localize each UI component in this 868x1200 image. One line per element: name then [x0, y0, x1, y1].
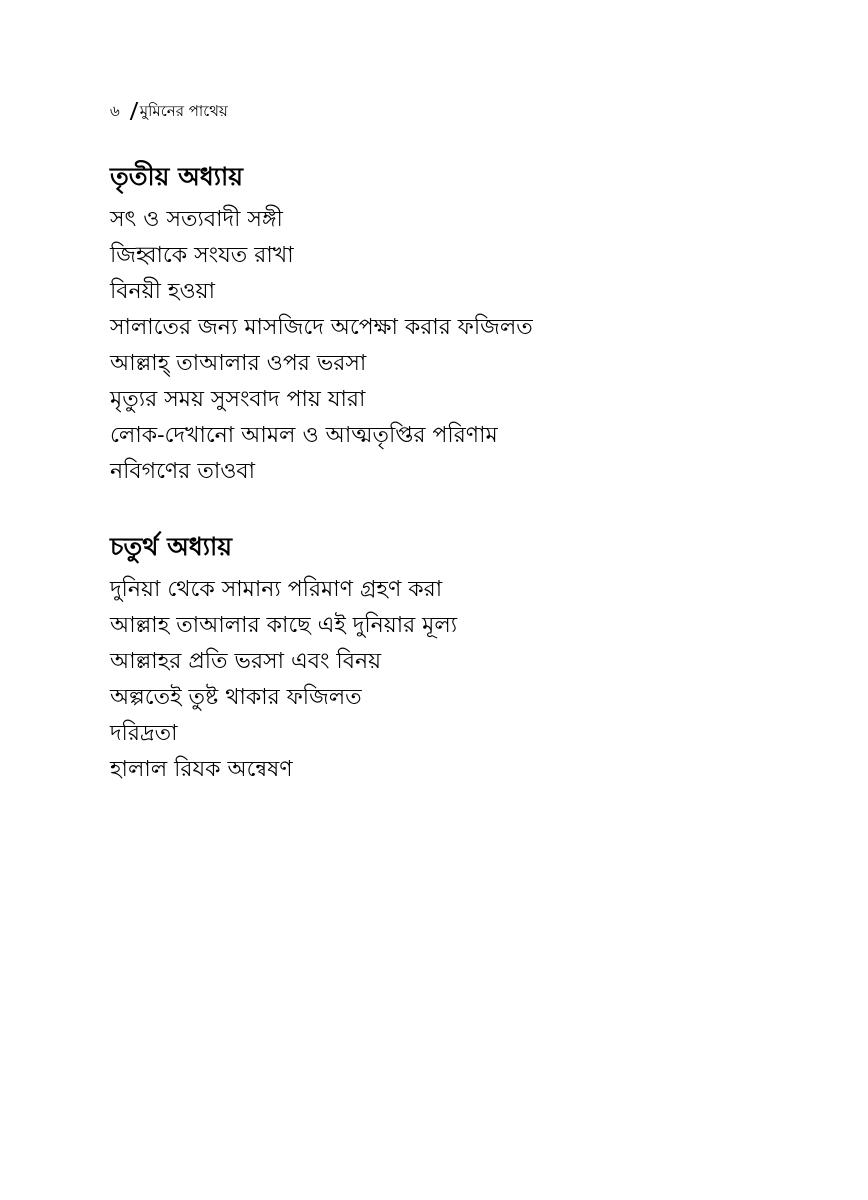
book-title: মুমিনের পাথেয়: [139, 102, 228, 120]
topic-list: [110, 572, 810, 788]
topic-item: দরিদ্রতা: [110, 721, 178, 746]
topic-item: জিহ্বাকে সংযত রাখা: [110, 243, 294, 268]
topic-item: লোক-দেখানো আমল ও আত্মতৃপ্তির পরিণাম: [110, 423, 498, 448]
chapter-section-4: [110, 528, 810, 788]
topic-item: অল্পতেই তুষ্ট থাকার ফজিলত: [110, 685, 362, 710]
topic-item: আল্লাহর প্রতি ভরসা এবং বিনয়: [110, 649, 382, 674]
chapter-heading: তৃতীয় অধ্যায়: [110, 162, 243, 191]
topic-item: আল্লাহ তাআলার কাছে এই দুনিয়ার মূল্য: [110, 613, 458, 638]
topic-item: নবিগণের তাওবা: [110, 459, 256, 484]
topic-item: বিনয়ী হওয়া: [110, 279, 216, 304]
topic-item: সৎ ও সত্যবাদী সঙ্গী: [110, 207, 283, 232]
page-number: ৬: [110, 102, 120, 120]
topic-item: মৃত্যুর সময় সুসংবাদ পায় যারা: [110, 387, 366, 412]
topic-item: দুনিয়া থেকে সামান্য পরিমাণ গ্রহণ করা: [110, 577, 443, 602]
header-divider: [130, 102, 138, 120]
topic-item: আল্লাহ্ তাআলার ওপর ভরসা: [110, 351, 367, 376]
chapter-section-3: [110, 158, 810, 490]
running-header: [110, 100, 228, 122]
topic-item: সালাতের জন্য মাসজিদে অপেক্ষা করার ফজিলত: [110, 315, 533, 340]
chapter-heading: চতুর্থ অধ্যায়: [110, 532, 233, 561]
topic-item: হালাল রিযক অন্বেষণ: [110, 757, 293, 782]
topic-list: [110, 202, 810, 490]
